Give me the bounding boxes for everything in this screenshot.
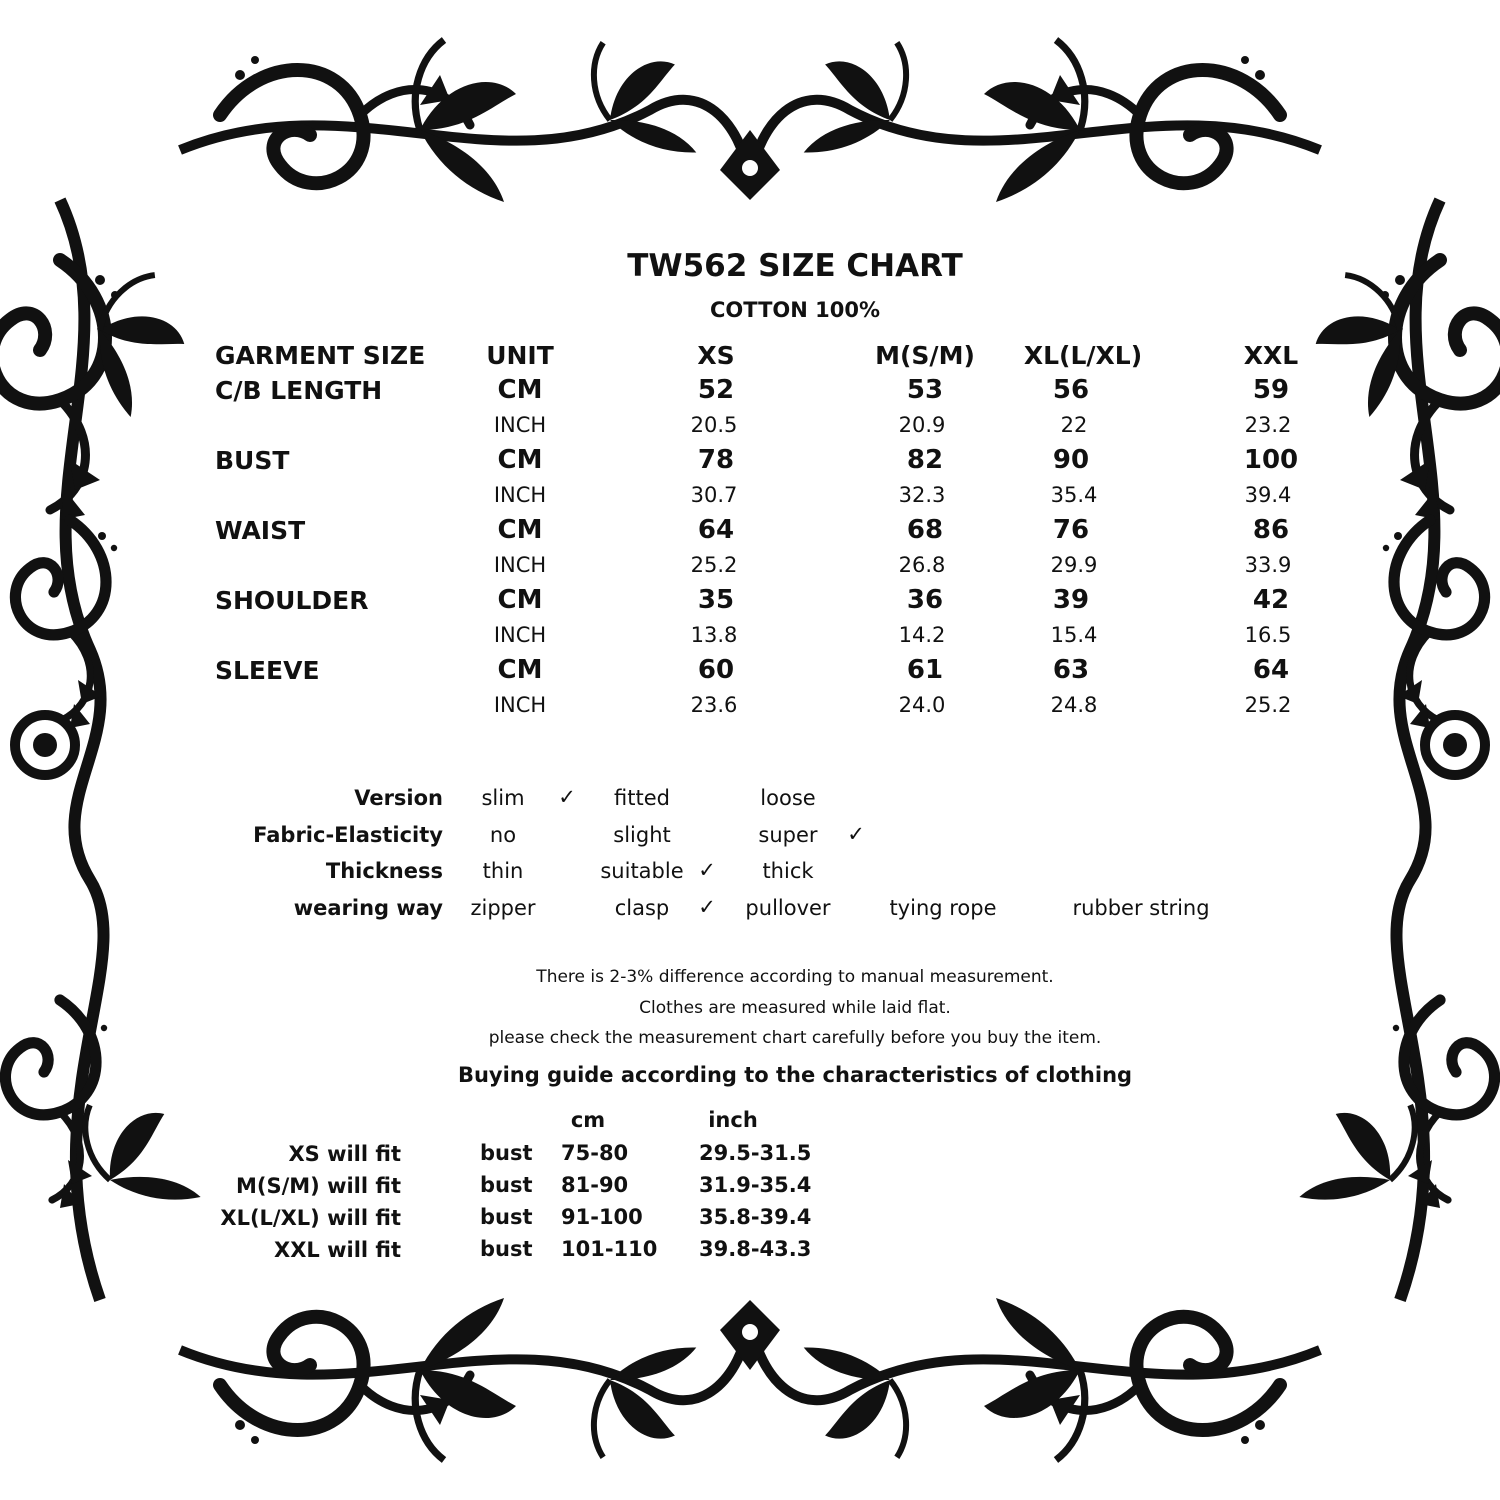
guide-cm-range: 101-110 bbox=[561, 1237, 658, 1261]
attribute-option: super bbox=[758, 823, 818, 847]
inch-value: 30.7 bbox=[690, 483, 738, 507]
cm-value: 82 bbox=[906, 445, 944, 475]
attribute-option: rubber string bbox=[1072, 896, 1210, 920]
attribute-option: suitable bbox=[600, 859, 684, 883]
attribute-option: no bbox=[489, 823, 517, 847]
buying-guide-title: Buying guide according to the characteristics of clothing bbox=[457, 1063, 1133, 1087]
inch-value: 20.5 bbox=[690, 413, 738, 437]
inch-value: 29.9 bbox=[1050, 553, 1098, 577]
check-mark-icon: ✓ bbox=[558, 785, 576, 809]
check-mark-icon: ✓ bbox=[698, 895, 716, 919]
guide-inch-range: 29.5-31.5 bbox=[699, 1141, 812, 1165]
note-line: Clothes are measured while laid flat. bbox=[639, 998, 951, 1018]
attribute-option: pullover bbox=[745, 896, 831, 920]
guide-cm-range: 91-100 bbox=[561, 1205, 643, 1229]
cm-value: 78 bbox=[697, 445, 735, 475]
inch-value: 25.2 bbox=[1244, 693, 1292, 717]
inch-value: 39.4 bbox=[1244, 483, 1292, 507]
cm-value: 64 bbox=[1252, 655, 1290, 685]
unit-cm: CM bbox=[497, 375, 543, 405]
attribute-label: Version bbox=[354, 786, 443, 810]
cm-value: 52 bbox=[697, 375, 735, 405]
note-line: There is 2-3% difference according to manual measurement. bbox=[536, 967, 1054, 987]
guide-fit-label: M(S/M) will fit bbox=[235, 1174, 401, 1198]
guide-part: bust bbox=[480, 1141, 533, 1165]
header-garment-size: GARMENT SIZE bbox=[215, 341, 426, 370]
guide-part: bust bbox=[480, 1205, 533, 1229]
inch-value: 13.8 bbox=[690, 623, 738, 647]
cm-value: 86 bbox=[1252, 515, 1290, 545]
check-mark-icon: ✓ bbox=[698, 858, 716, 882]
attribute-option: thin bbox=[482, 859, 524, 883]
inch-value: 20.9 bbox=[898, 413, 946, 437]
guide-inch-range: 39.8-43.3 bbox=[699, 1237, 812, 1261]
attribute-option: zipper bbox=[470, 896, 536, 920]
guide-fit-label: XS will fit bbox=[288, 1142, 401, 1166]
inch-value: 33.9 bbox=[1244, 553, 1292, 577]
inch-value: 23.2 bbox=[1244, 413, 1292, 437]
header-size-m: M(S/M) bbox=[875, 341, 975, 370]
attribute-option: thick bbox=[762, 859, 814, 883]
frame-top-border bbox=[180, 22, 1320, 202]
cm-value: 36 bbox=[906, 585, 944, 615]
unit-inch: INCH bbox=[493, 693, 547, 717]
cm-value: 42 bbox=[1252, 585, 1290, 615]
check-mark-icon: ✓ bbox=[847, 822, 865, 846]
inch-value: 15.4 bbox=[1050, 623, 1098, 647]
guide-header-inch: inch bbox=[708, 1108, 758, 1132]
attribute-label: Thickness bbox=[325, 859, 443, 883]
header-size-xs: XS bbox=[697, 341, 735, 370]
attribute-option: slight bbox=[613, 823, 671, 847]
inch-value: 26.8 bbox=[898, 553, 946, 577]
unit-cm: CM bbox=[497, 585, 543, 615]
cm-value: 39 bbox=[1052, 585, 1090, 615]
inch-value: 32.3 bbox=[898, 483, 946, 507]
cm-value: 61 bbox=[906, 655, 944, 685]
note-line: please check the measurement chart carefully before you buy the item. bbox=[488, 1028, 1102, 1048]
cm-value: 60 bbox=[697, 655, 735, 685]
unit-inch: INCH bbox=[493, 553, 547, 577]
unit-inch: INCH bbox=[493, 483, 547, 507]
cm-value: 100 bbox=[1243, 445, 1299, 475]
frame-left-border bbox=[0, 200, 209, 1300]
unit-inch: INCH bbox=[493, 413, 547, 437]
row-label: BUST bbox=[215, 446, 290, 475]
inch-value: 14.2 bbox=[898, 623, 946, 647]
unit-cm: CM bbox=[497, 515, 543, 545]
header-size-xxl: XXL bbox=[1243, 341, 1299, 370]
attribute-option: clasp bbox=[614, 896, 670, 920]
row-label: WAIST bbox=[215, 516, 306, 545]
guide-part: bust bbox=[480, 1173, 533, 1197]
frame-bottom-border bbox=[180, 1298, 1320, 1478]
attribute-option: slim bbox=[481, 786, 525, 810]
inch-value: 16.5 bbox=[1244, 623, 1292, 647]
attribute-label: Fabric-Elasticity bbox=[253, 823, 443, 847]
inch-value: 23.6 bbox=[690, 693, 738, 717]
attribute-label: wearing way bbox=[293, 896, 443, 920]
cm-value: 35 bbox=[697, 585, 735, 615]
guide-cm-range: 81-90 bbox=[561, 1173, 629, 1197]
guide-cm-range: 75-80 bbox=[561, 1141, 629, 1165]
cm-value: 56 bbox=[1052, 375, 1090, 405]
header-size-xl: XL(L/XL) bbox=[1023, 341, 1143, 370]
guide-header-cm: cm bbox=[570, 1108, 606, 1132]
inch-value: 24.8 bbox=[1050, 693, 1098, 717]
guide-part: bust bbox=[480, 1237, 533, 1261]
guide-fit-label: XL(L/XL) will fit bbox=[220, 1206, 401, 1230]
attribute-option: loose bbox=[760, 786, 816, 810]
unit-cm: CM bbox=[497, 445, 543, 475]
cm-value: 68 bbox=[906, 515, 944, 545]
attribute-option: tying rope bbox=[889, 896, 997, 920]
fabric-subtitle: COTTON 100% bbox=[709, 298, 881, 322]
inch-value: 35.4 bbox=[1050, 483, 1098, 507]
inch-value: 24.0 bbox=[898, 693, 946, 717]
cm-value: 76 bbox=[1052, 515, 1090, 545]
guide-inch-range: 35.8-39.4 bbox=[699, 1205, 812, 1229]
row-label: C/B LENGTH bbox=[215, 376, 383, 405]
guide-fit-label: XXL will fit bbox=[274, 1238, 401, 1262]
row-label: SHOULDER bbox=[215, 586, 369, 615]
page-title: TW562 SIZE CHART bbox=[627, 248, 963, 284]
cm-value: 64 bbox=[697, 515, 735, 545]
unit-cm: CM bbox=[497, 655, 543, 685]
inch-value: 22 bbox=[1060, 413, 1088, 437]
cm-value: 53 bbox=[906, 375, 944, 405]
cm-value: 59 bbox=[1252, 375, 1290, 405]
unit-inch: INCH bbox=[493, 623, 547, 647]
header-unit: UNIT bbox=[486, 341, 554, 370]
row-label: SLEEVE bbox=[215, 656, 320, 685]
guide-inch-range: 31.9-35.4 bbox=[699, 1173, 812, 1197]
attribute-option: fitted bbox=[614, 786, 670, 810]
inch-value: 25.2 bbox=[690, 553, 738, 577]
cm-value: 90 bbox=[1052, 445, 1090, 475]
cm-value: 63 bbox=[1052, 655, 1090, 685]
frame-right-border bbox=[1291, 200, 1500, 1300]
